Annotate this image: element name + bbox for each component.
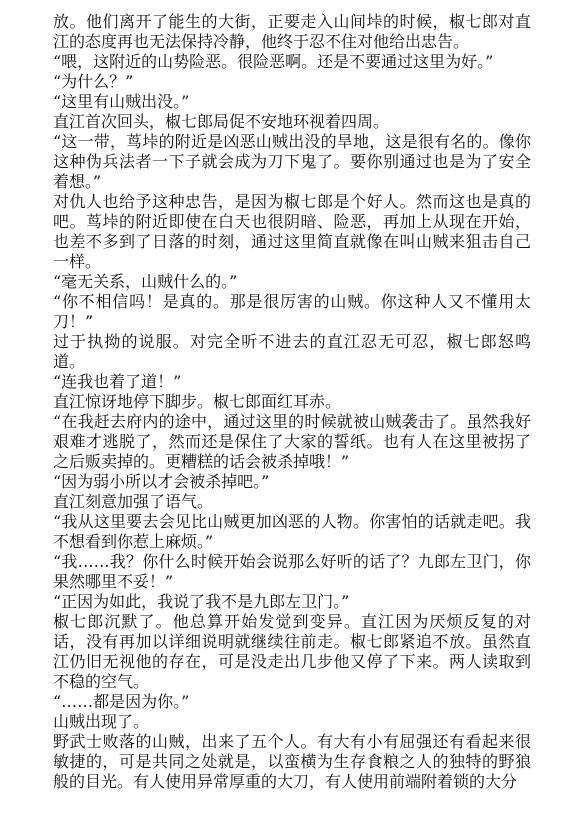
paragraph: 直江惊讶地停下脚步。椒七郎面红耳赤。 bbox=[53, 392, 342, 411]
paragraph: 野武士败落的山贼，出来了五个人。有大有小有屈强还有看起来很敏捷的，可是共同之处就是，以蛮横为生存食粮之人的独特的野狼般的目光。有人使用异常厚重的大刀，有人使用前端附着锁的大分 bbox=[53, 732, 531, 791]
paragraph: 直江首次回头，椒七郎局促不安地环视着四周。 bbox=[53, 112, 390, 131]
paragraph: “这里有山贼出没。” bbox=[53, 92, 190, 111]
paragraph: “在我赶去府内的途中，通过这里的时候就被山贼袭击了。虽然我好艰难才逃脱了，然而还是保住了大家的誓纸。也有人在这里被拐了之后贩卖掉的。更糟糕的话会被杀掉哦！” bbox=[53, 412, 531, 471]
paragraph: 过于执拗的说服。对完全听不进去的直江忍无可忍，椒七郎怒鸣道。 bbox=[53, 332, 531, 371]
paragraph: “我从这里要去会见比山贼更加凶恶的人物。你害怕的话就走吧。我不想看到你惹上麻烦。” bbox=[53, 512, 531, 551]
text-body bbox=[53, 12, 531, 792]
paragraph: “毫无关系，山贼什么的。” bbox=[53, 272, 238, 291]
paragraph: “……都是因为你。” bbox=[53, 692, 190, 711]
paragraph: 直江刻意加强了语气。 bbox=[53, 492, 214, 511]
paragraph: “为什么？” bbox=[53, 72, 134, 91]
paragraph: 椒七郎沉默了。他总算开始发觉到变异。直江因为厌烦反复的对话，没有再加以详细说明就继续往前走。椒七郎紧追不放。虽然直江仍旧无视他的存在，可是没走出几步他又停了下来。两人读取到不稳的空气。 bbox=[53, 612, 531, 691]
paragraph: 山贼出现了。 bbox=[53, 712, 150, 731]
paragraph: “正因为如此，我说了我不是九郎左卫门。” bbox=[53, 592, 350, 611]
paragraph: “连我也着了道！” bbox=[53, 372, 182, 391]
paragraph: “我……我？你什么时候开始会说那么好听的话了？九郎左卫门，你果然哪里不妥！” bbox=[53, 552, 531, 591]
paragraph: “这一带，茑垰的附近是凶恶山贼出没的旱地，这是很有名的。像你这种伪兵法者一下子就会成为刀下鬼了。要你别通过也是为了安全着想。” bbox=[53, 132, 531, 191]
paragraph: 对仇人也给予这种忠告，是因为椒七郎是个好人。然而这也是真的吧。茑垰的附近即使在白天也很阴暗、险恶，再加上从现在开始，也差不多到了日落的时刻，通过这里简直就像在叫山贼来狙击自己一样。 bbox=[53, 192, 531, 271]
paragraph: “因为弱小所以才会被杀掉吧。” bbox=[53, 472, 270, 491]
paragraph: 放。他们离开了能生的大街，正要走入山间垰的时候，椒七郎对直江的态度再也无法保持冷静，他终于忍不住对他给出忠告。 bbox=[53, 12, 531, 51]
paragraph: “你不相信吗！是真的。那是很厉害的山贼。你这种人又不懂用太刀！” bbox=[53, 292, 531, 331]
paragraph: “喂，这附近的山势险恶。很险恶啊。还是不要通过这里为好。” bbox=[53, 52, 494, 71]
